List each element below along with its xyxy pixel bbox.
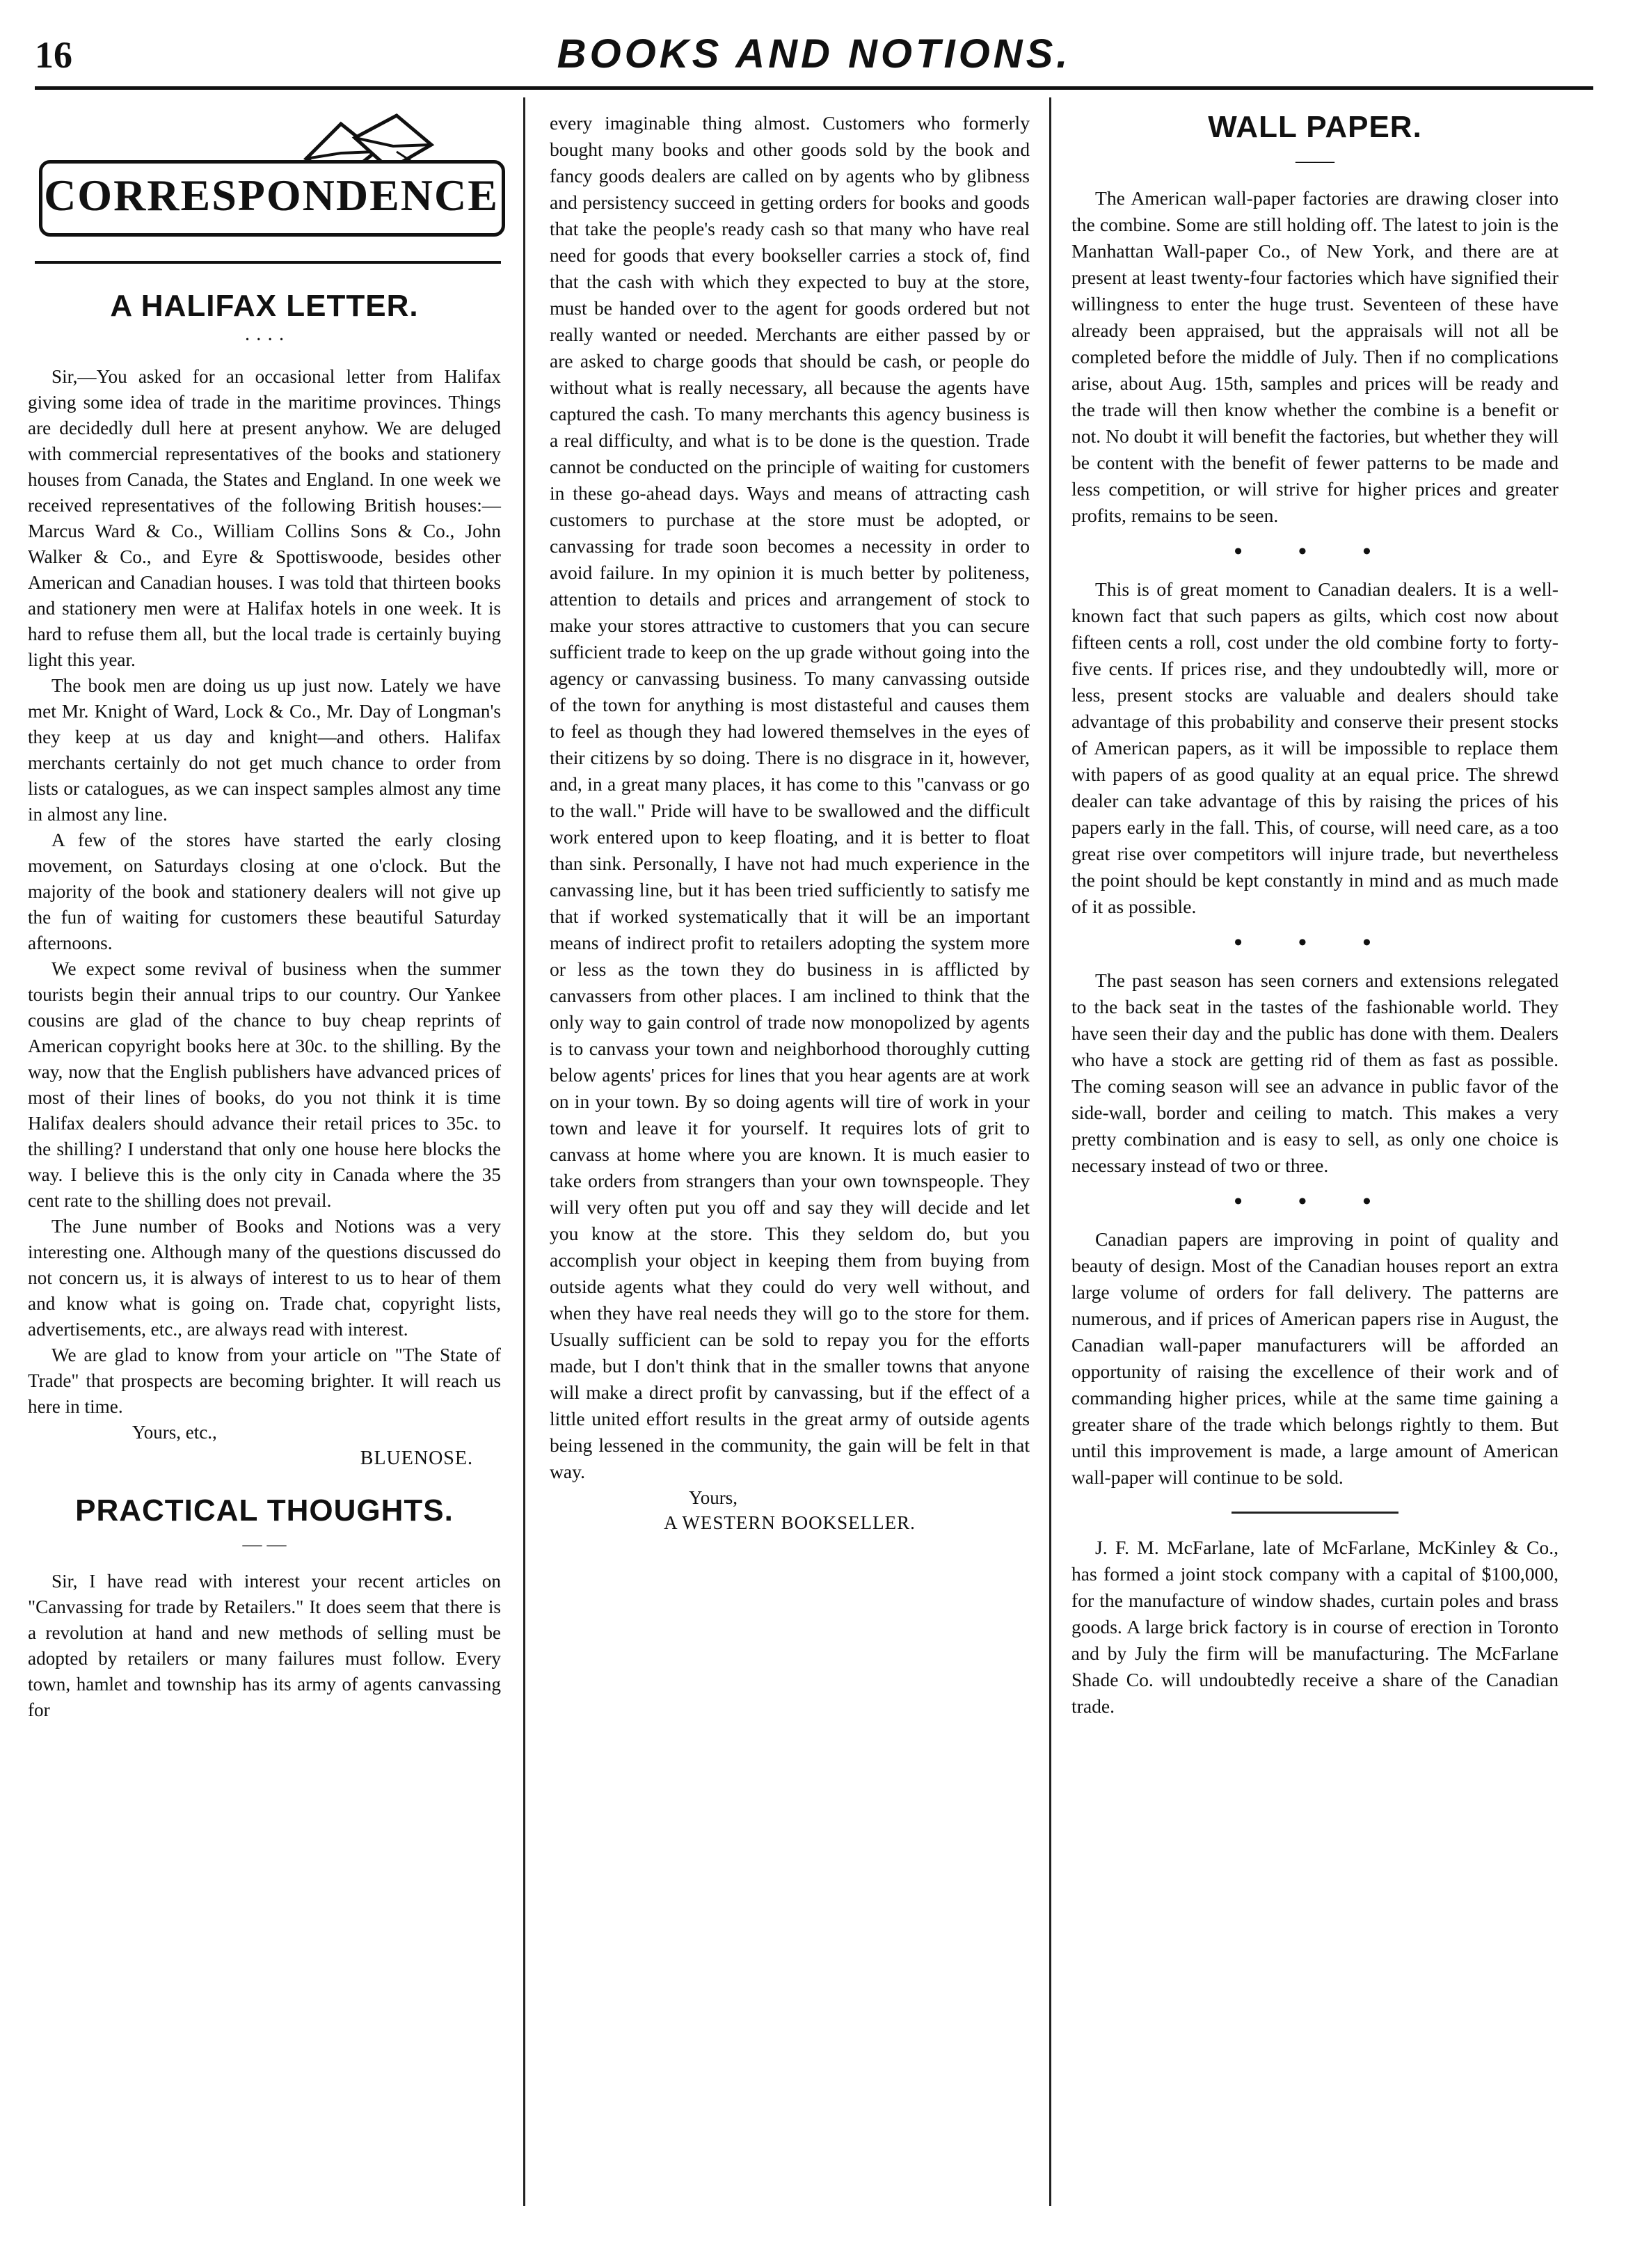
- section-dots: • • •: [1234, 539, 1396, 564]
- wall-paper-paragraph: This is of great moment to Canadian dealers. It is a well-known fact that such papers as gilts, which cost now about fifteen cents a roll, cost under the old combine forty to forty-five cents. If prices rise, and they undoubtedly will, more or less, present stocks are valuable and dealers should take advantage of this probability and conserve their present stocks of American papers, as it will be impossible to replace them with papers of as good quality at an equal price. The shrewd dealer can take advantage of this by raising the prices of his papers early in the fall. This, of course, will need care, as a too great rise over competitors will injure trade, but nevertheless the point should be kept constantly in mind and as much made of it as possible.: [1071, 578, 1559, 917]
- wall-paper-paragraph: The past season has seen corners and extensions relegated to the back seat in the tastes of the fashionable world. They have seen their day and the public has done with them. Dealers who have a stock are getting rid of them as fast as possible. The coming season will see an advance in public favor of the side-wall, border and ceiling to match. This makes a very pretty combination and is easy to sell, as only one choice is necessary instead of two or three.: [1071, 969, 1559, 1176]
- halifax-letter-heading: A HALIFAX LETTER.: [110, 289, 419, 323]
- halifax-paragraph: The book men are doing us up just now. Lately we have met Mr. Knight of Ward, Lock & Co., Mr. Day of Longman's they keep at us day and knight—and others. Halifax merchants certainly do not get much chance to order from lists or catalogues, as we can inspect samples almost any time in almost any line.: [28, 675, 501, 825]
- wall-paper-paragraph: Canadian papers are improving in point of quality and beauty of design. Most of the Canadian houses report an extra large volume of orders for fall delivery. The patterns are numerous, and if prices of American papers rise in August, the Canadian wall-paper manufacturers will be afforded an opportunity of raising the excellence of their work and of commanding higher prices, while at the same time gaining a greater share of the trade which belongs rightly to them. But until this improvement is made, a large amount of American wall-paper will continue to be sold.: [1071, 1228, 1559, 1488]
- page-number: 16: [35, 34, 72, 76]
- column-rule-left: [523, 97, 525, 2206]
- section-dots: • • •: [1234, 1189, 1396, 1214]
- banner-rule: [35, 261, 501, 264]
- header-rule: [35, 86, 1593, 90]
- running-head: [35, 28, 1593, 94]
- mcfarlane-notice: J. F. M. McFarlane, late of McFarlane, McKinley & Co., has formed a joint stock company with a capital of $100,000, for the manufacture of window shades, curtain poles and brass goods. A large brick factory is in course of erection in Toronto and by July the firm will be manufacturing. The McFarlane Shade Co. will undoubtedly receive a share of the Canadian trade.: [1071, 1537, 1559, 1717]
- practical-thoughts-closing: Yours,: [689, 1487, 738, 1508]
- halifax-paragraph: We expect some revival of business when the summer tourists begin their annual trips to our country. Our Yankee cousins are glad of the chance to buy cheap reprints of American copyright books here at 30c. to the shilling. By the way, now that the English publishers have advanced prices of most of their lines of books, do you not think it is time Halifax dealers should advance their retail prices to 35c. to the shilling? I understand that only one house here blocks the way. I believe this is the only city in Canada where the 35 cent rate to the shilling does not prevail.: [28, 958, 501, 1211]
- correspondence-banner: [35, 104, 501, 268]
- section-rule: [1232, 1512, 1398, 1514]
- column-three: [1071, 104, 1559, 1720]
- halifax-closing: Yours, etc.,: [132, 1422, 217, 1443]
- column-rule-right: [1049, 97, 1051, 2206]
- heading-separator: · · · ·: [244, 329, 285, 351]
- banner-title: CORRESPONDENCE: [44, 171, 499, 220]
- column-two: [550, 110, 1030, 1535]
- column-one: [28, 104, 501, 1723]
- halifax-paragraph: Sir,—You asked for an occasional letter from Halifax giving some idea of trade in the maritime provinces. Things are decidedly dull here at present anyhow. We are deluged with commercial representatives of the books and stationery houses from Canada, the States and England. In one week we received representatives of the following British houses:—Marcus Ward & Co., William Collins Sons & Co., John Walker & Co., and Eyre & Spottiswoode, besides other American and Canadian houses. I was told that thirteen books and stationery men were at Halifax hotels in one week. It is hard to refuse them all, but the local trade is certainly buying light this year.: [28, 366, 501, 670]
- practical-thoughts-continued: every imaginable thing almost. Customers who formerly bought many books and other goods sold by the book and fancy goods dealers are called on by agents who by glibness and persistency succeed in getting orders for books and goods that take the people's ready cash so that many who have real need for goods that every bookseller carries a stock of, find that the cash with which they expected to buy at the store, must be handed over to the agent for goods ordered but not really wanted or needed. Merchants are either passed by or are asked to charge goods that should be cash, or people do without what is really necessary, all because the agents have captured the cash. To many merchants this agency business is a real difficulty, and what is to be done is the question. Trade cannot be conducted on the principle of waiting for customers in these go-ahead days. Ways and means of attracting cash customers to purchase at the store must be adopted, or canvassing for trade soon becomes a necessity in order to avoid failure. In my opinion it is much better by politeness, attention to details and prices and arrangement of stock to make your stores attractive to customers that you can secure sufficient trade to keep on the up grade without going into the agency or canvassing business. To many canvassing outside of the town for anything is most distasteful and causes them to feel as though they had lowered themselves in the eyes of their citizens by so doing. There is no disgrace in it, however, and, in a great many places, it has come to this "canvass or go to the wall." Pride will have to be swallowed and the difficult work entered upon to keep floating, and it is better to float than sink. Personally, I have not had much experience in the canvassing line, but it has been tried sufficiently to satisfy me that if worked systematically that it will be an important means of indirect profit to retailers adopting the system more or less as the town they do business in is afflicted by canvassers from other places. I am inclined to think that the only way to gain control of trade now monopolized by agents is to canvass your town and neighborhood thoroughly cutting below agents' prices for lines that you hear agents are at work on in your town. By so doing agents will tire of work in your town and leave it for yourself. It requires lots of grit to canvass at home where you are known. It is much easier to take orders from strangers than your own townspeople. They will very often put you off and say they will decide and let you know at the store. This they seldom do, but you accomplish your object in keeping them from buying from outside agents what they could do very well without, and when they have real needs they will go to the store for them. Usually sufficient can be sold to repay you for the efforts made, but I don't think that in the smaller towns that anyone will make a direct profit by canvassing, but if the effect of a little united effort results in the great army of outside agents being lessened in the community, the gain will be felt in that way.: [550, 112, 1030, 1482]
- heading-separator: — —: [242, 1534, 287, 1555]
- journal-title: BOOKS AND NOTIONS.: [557, 31, 1071, 77]
- practical-thoughts-heading: PRACTICAL THOUGHTS.: [75, 1493, 454, 1528]
- practical-thoughts-signature: A WESTERN BOOKSELLER.: [664, 1512, 916, 1533]
- halifax-paragraph: The June number of Books and Notions was a very interesting one. Although many of the questions discussed do not concern us, it is always of interest to us to hear of them and know what is going on. Trade chat, copyright lists, advertisements, etc., are always read with interest.: [28, 1216, 501, 1340]
- practical-thoughts-paragraph: Sir, I have read with interest your recent articles on "Canvassing for trade by Retailers." It does seem that there is a revolution at hand and new methods of selling must be adopted by retailers or many failures must follow. Every town, hamlet and township has its army of agents canvassing for: [28, 1571, 501, 1720]
- section-dots: • • •: [1234, 930, 1396, 955]
- halifax-paragraph: A few of the stores have started the early closing movement, on Saturdays closing at one o'clock. But the majority of the book and stationery dealers will not give up the fun of waiting for customers these beautiful Saturday afternoons.: [28, 830, 501, 953]
- wall-paper-heading: WALL PAPER.: [1208, 110, 1422, 144]
- halifax-signature: BLUENOSE.: [360, 1448, 473, 1469]
- halifax-paragraph: We are glad to know from your article on "The State of Trade" that prospects are becoming brighter. It will reach us here in time.: [28, 1345, 501, 1417]
- heading-separator: ——: [1296, 150, 1334, 172]
- wall-paper-paragraph: The American wall-paper factories are drawing closer into the combine. Some are still holding off. The latest to join is the Manhattan Wall-paper Co., of New York, and there are at present at least twenty-four factories which have signified their willingness to enter the huge trust. Seventeen of these have already been appraised, but the appraisals will not all be completed before the middle of July. Then if no complications arise, about Aug. 15th, samples and prices will be ready and the trade will then know whether the combine is a benefit or not. No doubt it will benefit the factories, but whether they will be content with the benefit of fewer patterns to be made and less competition, or will strive for higher prices and greater profits, remains to be seen.: [1071, 187, 1559, 526]
